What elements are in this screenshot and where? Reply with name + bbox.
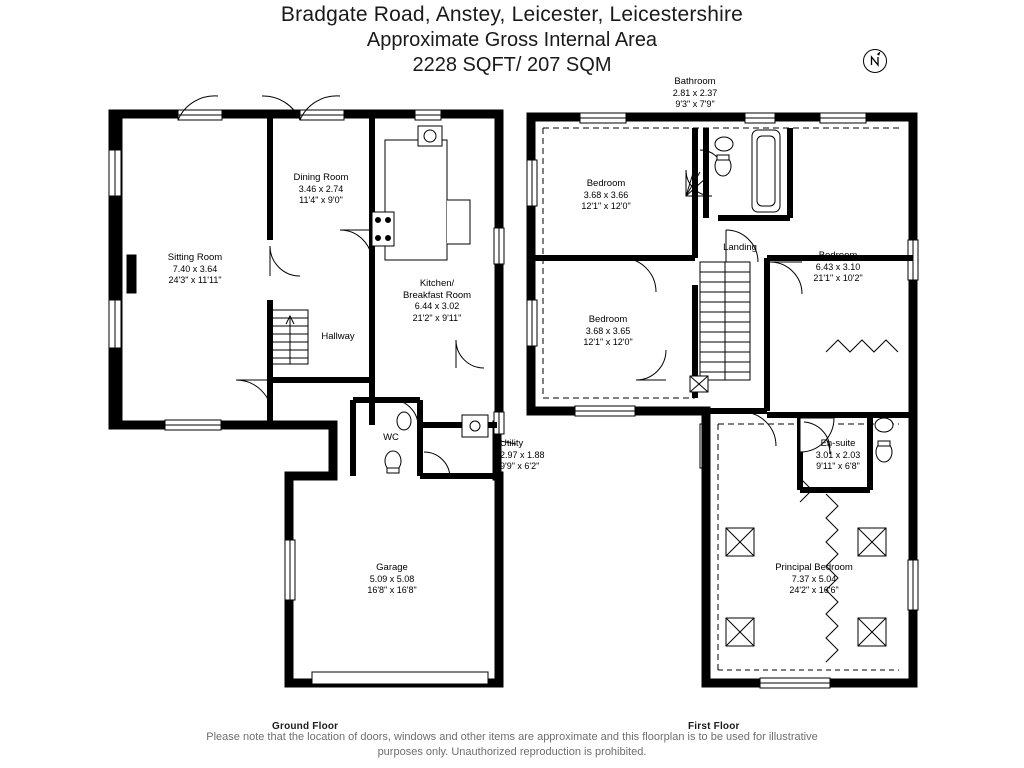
area-caption: Approximate Gross Internal Area — [366, 29, 658, 51]
room-label-hallway: Hallway — [321, 331, 355, 342]
room-label-bedroom-4: Bedroom 3.68 x 3.65 12'1" x 12'0" — [583, 314, 633, 347]
room-label-utility: Utility 2.97 x 1.88 9'9" x 6'2" — [500, 438, 545, 471]
page-title: Bradgate Road, Anstey, Leicester, Leicestershire — [280, 3, 744, 26]
room-label-bathroom: Bathroom 2.81 x 2.37 9'3" x 7'9" — [672, 76, 718, 109]
room-label-kitchen-breakfast-room: Kitchen/ Breakfast Room 6.44 x 3.02 21'2" x 9'11" — [402, 278, 472, 323]
room-label-wc: WC — [383, 432, 399, 443]
disclaimer-line-2: purposes only. Unauthorized reproduction is prohibited. — [377, 746, 647, 758]
room-label-dining-room: Dining Room 3.46 x 2.74 11'4" x 9'0" — [293, 172, 349, 205]
room-label-bedroom-2: Bedroom 3.68 x 3.66 12'1" x 12'0" — [581, 178, 631, 211]
room-label-sitting-room: Sitting Room 7.40 x 3.64 24'3" x 11'11" — [167, 252, 223, 285]
room-label-bedroom-3: Bedroom 6.43 x 3.10 21'1" x 10'2" — [813, 250, 863, 283]
disclaimer-line-1: Please note that the location of doors, windows and other items are approximate and this floorplan is to be used for illustrative — [206, 731, 818, 743]
floor-caption-first: First Floor — [688, 721, 740, 732]
disclaimer — [0, 730, 1024, 760]
room-label-garage: Garage 5.09 x 5.08 16'8" x 16'8" — [367, 562, 417, 595]
room-label-en-suite: En-suite 3.01 x 2.03 9'11" x 6'8" — [815, 438, 861, 471]
area-value: 2228 SQFT/ 207 SQM — [412, 54, 612, 76]
floor-caption-ground: Ground Floor — [272, 721, 339, 732]
room-label-landing: Landing — [723, 242, 757, 253]
room-label-principal-bedroom: Principal Bedroom 7.37 x 5.04 24'2" x 16'6" — [775, 562, 853, 595]
